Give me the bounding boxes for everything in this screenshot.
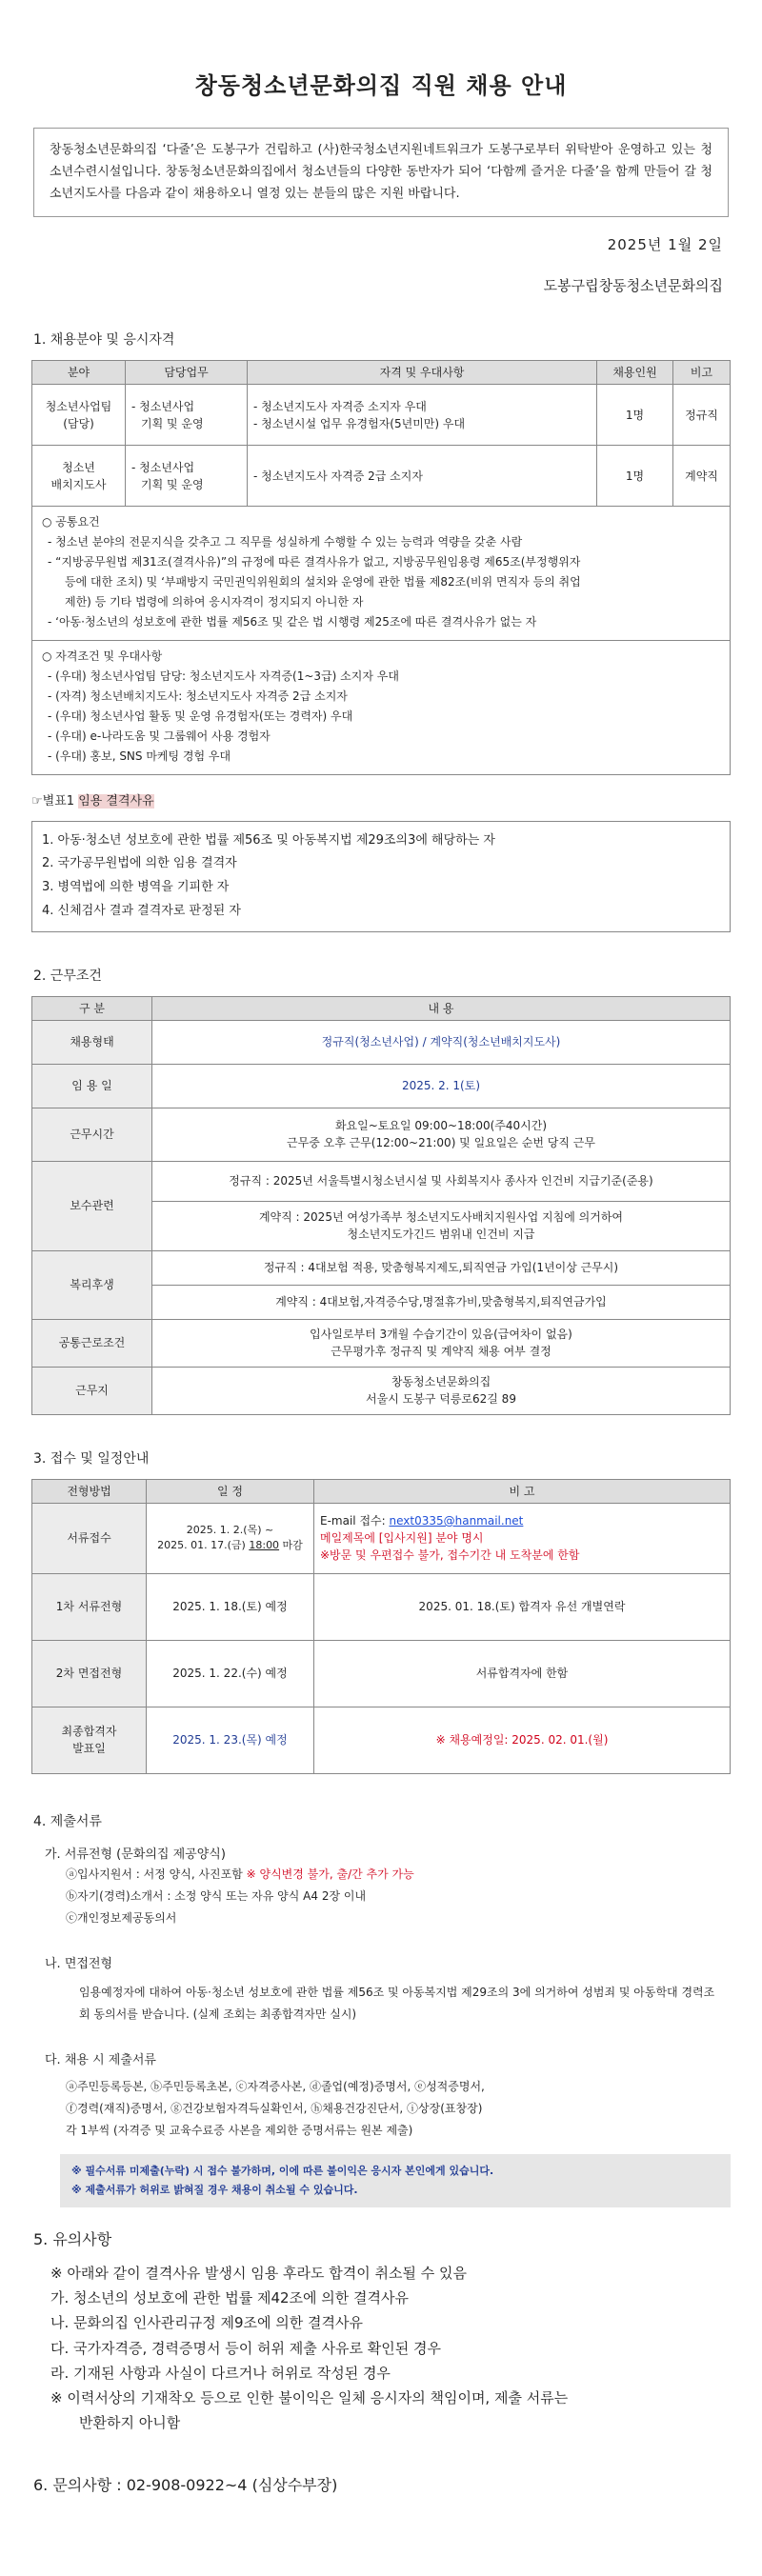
condition-line: 입사일로부터 3개월 수습기간이 있음(급여차이 없음) (310, 1328, 572, 1341)
subsection-title: 나. 면접전형 (45, 1957, 113, 1972)
schedule-date: 2025. 1. 2.(목) ~ (186, 1523, 274, 1536)
header-duty: 담당업무 (126, 361, 248, 385)
document-item: ⓕ경력(재직)증명서, ⓖ건강보험자격득실확인서, ⓗ채용건강진단서, ⓘ상장(표창장) (66, 2101, 483, 2115)
schedule-date: 2025. 1. 18.(토) 예정 (147, 1573, 314, 1640)
header-field: 분야 (32, 361, 126, 385)
row-label: 서류접수 (32, 1503, 147, 1573)
posting-date: 2025년 1월 2일 (607, 236, 723, 254)
schedule-table (31, 1479, 731, 1774)
employment-type: 정규직 (673, 385, 731, 446)
table-row (32, 1640, 731, 1707)
header-category: 구 분 (32, 996, 152, 1020)
employment-type-value: 정규직(청소년사업) / 계약직(청소년배치지도사) (152, 1020, 731, 1064)
document-item: ⓐ입사지원서 : 서정 양식, 사진포함 (66, 1867, 243, 1881)
list-item: 4. 신체검사 결과 결격자로 판정된 자 (42, 903, 241, 918)
row-label: 최종합격자 (61, 1725, 117, 1738)
condition-line: 근무평가후 정규직 및 계약직 채용 여부 결정 (331, 1345, 551, 1358)
notice-box (60, 2154, 731, 2207)
email-label: E-mail 접수: (320, 1514, 390, 1528)
common-requirements-box (31, 507, 731, 641)
intro-box: 창동청소년문화의집 ‘다줄’은 도봉구가 건립하고 (사)한국청소년지원네트워크가 도봉구로부터 위탁받아 운영하고 있는 청소년수련시설입니다. 창동청소년문화의집에서 청소년들의 다양한 동반자가 되어 ‘다함께 즐거운 다줄’을 함께 만들어 갈 청소년지도사를 다음과 같이 채용하오니 열정 있는 분들의 많은 지원 바랍니다. (33, 128, 729, 217)
requirement-line: 등에 대한 조치) 및 ‘부패방지 국민권익위원회의 설치와 운영에 관한 법률 제82조(비위 면직자 등의 취업 (65, 575, 581, 589)
qualification-line: - 청소년시설 업무 유경험자(5년미만) 우대 (253, 416, 466, 430)
section-5-title: 5. 유의사항 (33, 2229, 112, 2248)
preference-line: - (자격) 청소년배치지도사: 청소년지도사 자격증 2급 소지자 (48, 689, 348, 704)
field-name: 청소년사업팀 (45, 399, 112, 413)
row-label: 복리후생 (32, 1250, 152, 1319)
table-row (32, 1503, 731, 1573)
header-remarks: 비 고 (314, 1479, 731, 1503)
duty-line: - 청소년사업 (131, 399, 195, 413)
section-2-title: 2. 근무조건 (33, 968, 102, 984)
table-row (32, 446, 731, 507)
duty-line: - 청소년사업 (131, 460, 195, 474)
table-row (32, 1108, 731, 1161)
row-label: 공통근로조건 (32, 1319, 152, 1367)
workplace-address: 서울시 도봉구 덕릉로62길 89 (366, 1392, 516, 1406)
header-process: 전형방법 (32, 1479, 147, 1503)
row-label: 근무지 (32, 1367, 152, 1414)
row-label: 1차 서류전형 (32, 1573, 147, 1640)
row-label: 임 용 일 (32, 1064, 152, 1108)
preference-line: - (우대) 청소년사업팀 담당: 청소년지도사 자격증(1~3급) 소지자 우대 (48, 669, 399, 684)
qualification-line: - 청소년지도사 자격증 2급 소지자 (248, 446, 597, 507)
preference-title: ○ 자격조건 및 우대사항 (42, 649, 163, 664)
hire-count: 1명 (597, 446, 673, 507)
field-name: 청소년 (62, 460, 95, 474)
subsection-title: 가. 서류전형 (문화의집 제공양식) (45, 1847, 226, 1862)
table-row (32, 1020, 731, 1064)
table-row (32, 1573, 731, 1640)
row-label: 보수관련 (32, 1161, 152, 1250)
requirement-line: 제한) 등 기타 법령에 의하여 응시자격이 정지되지 아니한 자 (65, 595, 364, 609)
hire-count: 1명 (597, 385, 673, 446)
contact-info: 6. 문의사항 : 02-908-0922~4 (심상수부장) (33, 2475, 338, 2494)
annex-title (31, 792, 731, 811)
start-date-value: 2025. 2. 1(토) (152, 1064, 731, 1108)
requirement-line: - ‘아동·청소년의 성보호에 관한 법률 제56조 및 같은 법 시행령 제25조에 따른 결격사유가 없는 자 (48, 615, 537, 629)
schedule-remark: 2025. 01. 18.(토) 합격자 유선 개별연락 (314, 1573, 731, 1640)
welfare-line: 정규직 : 4대보험 적용, 맞춤형복지제도,퇴직연금 가입(1년이상 근무시) (152, 1250, 731, 1285)
table-row (32, 1161, 731, 1201)
list-item: 3. 병역법에 의한 병역을 기피한 자 (42, 880, 230, 895)
notice-line: ※ 필수서류 미제출(누락) 시 접수 불가하며, 이에 따른 불이익은 응시자 본인에게 있습니다. (71, 2165, 494, 2178)
schedule-date: 2025. 1. 22.(수) 예정 (147, 1640, 314, 1707)
table-row (32, 1367, 731, 1414)
requirement-line: - “지방공무원법 제31조(결격사유)”의 규정에 따른 결격사유가 없고, 지방공무원임용령 제65조(부정행위자 (48, 555, 581, 569)
schedule-date: 2025. 1. 23.(목) 예정 (147, 1707, 314, 1773)
work-conditions-table (31, 996, 731, 1415)
hours-line: 화요일~토요일 09:00~18:00(주40시간) (334, 1119, 548, 1132)
row-label: 채용형태 (32, 1020, 152, 1064)
table-row (32, 1319, 731, 1367)
qualification-line: - 청소년지도사 자격증 소지자 우대 (253, 399, 427, 413)
list-item: 1. 아동·청소년 성보호에 관한 법률 제56조 및 아동복지법 제29조의3에 해당하는 자 (42, 832, 495, 848)
employment-type: 계약직 (673, 446, 731, 507)
recruitment-table (31, 360, 731, 507)
preference-line: - (우대) 청소년사업 활동 및 운영 유경험자(또는 경력자) 우대 (48, 709, 353, 724)
field-sub: 배치지도사 (50, 477, 107, 491)
document-item: ⓒ개인정보제공동의서 (66, 1910, 177, 1925)
pay-line: 청소년지도가긴드 범위내 인건비 지급 (347, 1228, 535, 1241)
header-content: 내 용 (152, 996, 731, 1020)
section-1-title: 1. 채용분야 및 응시자격 (33, 332, 175, 349)
preference-box (31, 641, 731, 775)
section-3-title: 3. 접수 및 일정안내 (33, 1450, 150, 1467)
pay-line: 정규직 : 2025년 서울특별시청소년시설 및 사회복지사 종사자 인건비 지급기준(준용) (152, 1161, 731, 1201)
annex-heading: 임용 결격사유 (78, 794, 154, 809)
section-4-title: 4. 제출서류 (33, 1813, 102, 1829)
form-warning: ※ 양식변경 불가, 출/간 추가 가능 (242, 1867, 414, 1881)
row-label: 근무시간 (32, 1108, 152, 1161)
common-requirements-title: ○ 공통요건 (42, 515, 100, 529)
hire-date-remark: ※ 채용예정일: 2025. 02. 01.(월) (314, 1707, 731, 1773)
list-item: ※ 아래와 같이 결격사유 발생시 임용 후라도 합격이 취소될 수 있음 (50, 2264, 467, 2282)
preference-line: - (우대) 홍보, SNS 마케팅 경험 우대 (48, 749, 231, 764)
email-link[interactable]: next0335@hanmail.net (389, 1514, 524, 1528)
organization-name: 도봉구립창동청소년문화의집 (543, 276, 723, 294)
subsection-title: 다. 채용 시 제출서류 (45, 2053, 156, 2068)
document-item: 각 1부씩 (자격증 및 교육수료증 사본을 제외한 증명서류는 원본 제출) (66, 2123, 413, 2137)
cautions-list (31, 2261, 731, 2436)
list-item: 다. 국가자격증, 경력증명서 등이 허위 제출 사유로 확인된 경우 (50, 2339, 441, 2357)
notice-line: ※ 제출서류가 허위로 밝혀질 경우 채용이 취소될 수 있습니다. (71, 2184, 358, 2197)
disqualification-box (31, 821, 731, 932)
workplace-name: 창동청소년문화의집 (391, 1375, 491, 1388)
annex-prefix: ☞별표1 (31, 794, 75, 809)
interview-paragraph: 임용예정자에 대하여 아동·청소년 성보호에 관한 법률 제56조 및 아동복지법 제29조의 3에 의거하여 성범죄 및 아동학대 경력조회 동의서를 받습니다. (실제 조회는 최종합격자만 실시) (79, 1985, 715, 2021)
welfare-line: 계약직 : 4대보험,자격증수당,명절휴가비,맞춤형복지,퇴직연금가입 (152, 1285, 731, 1319)
requirement-line: - 청소년 분야의 전문지식을 갖추고 그 직무를 성실하게 수행할 수 있는 능력과 역량을 갖춘 사람 (48, 535, 523, 549)
row-label: 2차 면접전형 (32, 1640, 147, 1707)
schedule-date: 2025. 01. 17.(금) (157, 1539, 250, 1551)
table-row (32, 1064, 731, 1108)
table-row (32, 1707, 731, 1773)
hours-line: 근무중 오후 근무(12:00~21:00) 및 일요일은 순번 당직 근무 (287, 1136, 595, 1149)
deadline-time: 18:00 (249, 1539, 280, 1551)
mail-subject-note: 메일제목에 [입사지원] 분야 명시 (320, 1531, 484, 1545)
list-item-continued: 반환하지 아니함 (79, 2414, 181, 2432)
duty-line: 기획 및 운영 (141, 477, 204, 491)
list-item: 2. 국가공무원법에 의한 임용 결격자 (42, 856, 237, 871)
duty-line: 기획 및 운영 (141, 416, 204, 430)
page-title: 창동청소년문화의집 직원 채용 안내 (194, 72, 568, 99)
header-schedule: 일 정 (147, 1479, 314, 1503)
list-item: ※ 이력서상의 기재착오 등으로 인한 불이익은 일체 응시자의 책임이며, 제출 서류는 (50, 2389, 569, 2407)
deadline-suffix: 마감 (279, 1539, 303, 1551)
table-row (32, 1250, 731, 1285)
schedule-remark: 서류합격자에 한함 (314, 1640, 731, 1707)
field-sub: (담당) (63, 416, 94, 430)
pay-line: 계약직 : 2025년 여성가족부 청소년지도사배치지원사업 지침에 의거하여 (258, 1210, 624, 1224)
header-note: 비고 (673, 361, 731, 385)
list-item: 라. 기재된 사항과 사실이 다르거나 허위로 작성된 경우 (50, 2364, 391, 2382)
document-item: ⓑ자기(경력)소개서 : 소정 양식 또는 자유 양식 A4 2장 이내 (66, 1888, 367, 1903)
list-item: 가. 청소년의 성보호에 관한 법률 제42조에 의한 결격사유 (50, 2289, 410, 2307)
row-label: 발표일 (72, 1742, 106, 1755)
header-qualification: 자격 및 우대사항 (248, 361, 597, 385)
list-item: 나. 문화의집 인사관리규정 제9조에 의한 결격사유 (50, 2314, 363, 2332)
header-count: 채용인원 (597, 361, 673, 385)
table-row (32, 385, 731, 446)
submission-warning: ※방문 및 우편접수 불가, 접수기간 내 도착분에 한함 (320, 1548, 580, 1562)
preference-line: - (우대) e-나라도움 및 그룹웨어 사용 경험자 (48, 729, 271, 744)
document-item: ⓐ주민등록등본, ⓑ주민등록초본, ⓒ자격증사본, ⓓ졸업(예정)증명서, ⓔ성적증명서, (66, 2079, 485, 2093)
